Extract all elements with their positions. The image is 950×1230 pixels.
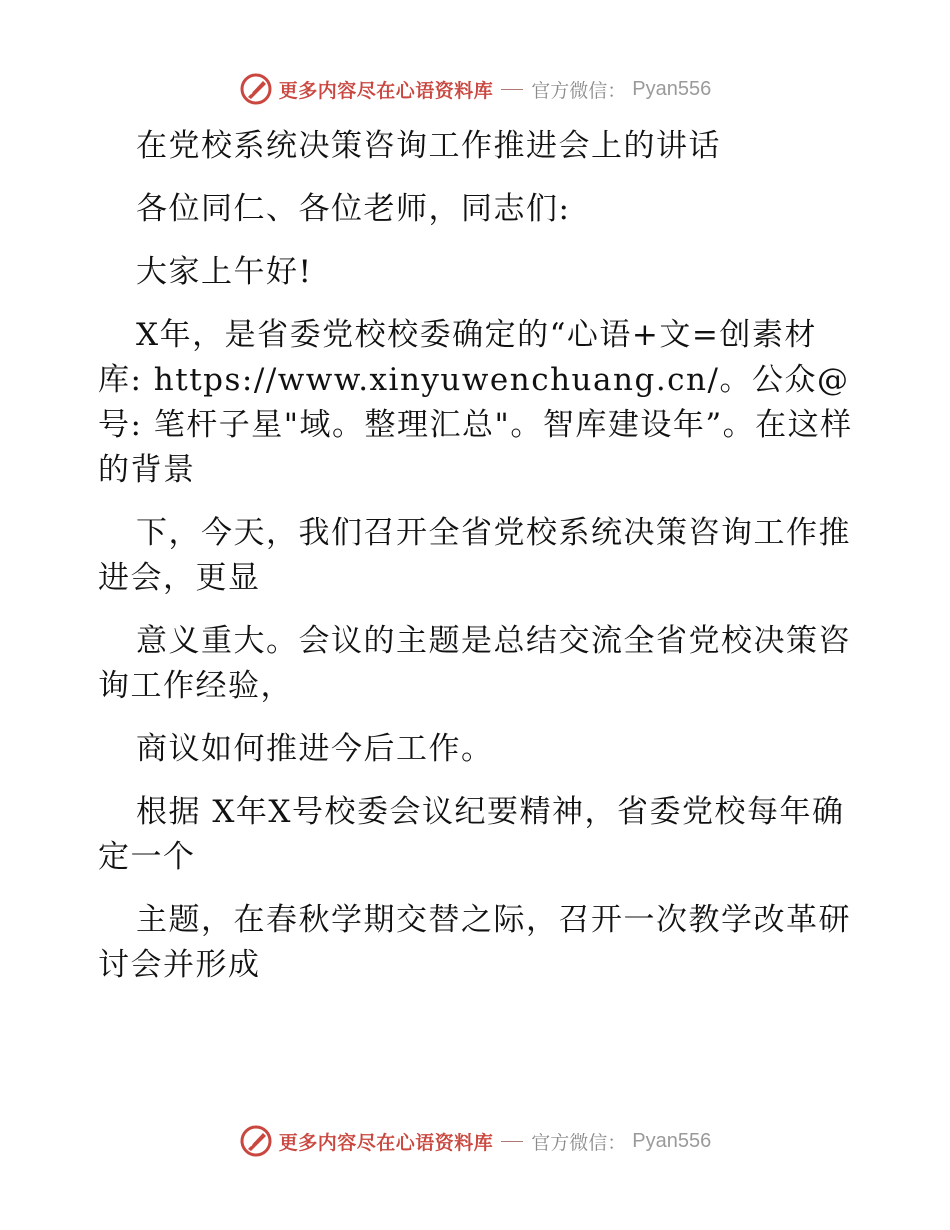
- watermark-main-text: 更多内容尽在心语资料库: [278, 79, 494, 102]
- salutation: 各位同仁、各位老师，同志们:: [136, 191, 571, 227]
- watermark-main-text: 更多内容尽在心语资料库: [278, 1131, 494, 1154]
- greeting: 大家上午好!: [136, 254, 313, 290]
- body-paragraph: 下，今天，我们召开全省党校系统决策咨询工作推进会，更显: [98, 515, 851, 596]
- watermark-wechat-id: Pyan556: [632, 77, 712, 100]
- watermark-separator: [501, 1141, 523, 1142]
- watermark-banner-bottom: [0, 1124, 950, 1158]
- document-title: 在党校系统决策咨询工作推进会上的讲话: [136, 128, 721, 164]
- body-paragraph: 根据 X年X号校委会议纪要精神，省委党校每年确定一个: [98, 794, 845, 875]
- watermark-official-label: 官方微信：: [531, 1131, 627, 1154]
- watermark-banner-top: [0, 72, 950, 106]
- body-paragraph: 主题，在春秋学期交替之际，召开一次教学改革研讨会并形成: [98, 902, 851, 983]
- watermark-official-label: 官方微信：: [531, 79, 627, 102]
- body-paragraph: 商议如何推进今后工作。: [136, 731, 494, 767]
- document-body: [98, 124, 858, 988]
- watermark-wechat-id: Pyan556: [632, 1129, 712, 1152]
- body-paragraph: 意义重大。会议的主题是总结交流全省党校决策咨询工作经验，: [98, 623, 851, 704]
- quill-logo-icon: [239, 1124, 273, 1158]
- body-paragraph: X年，是省委党校校委确定的“心语+文=创素材库: https://www.xinyuwenchuang.cn/。公众@号: 笔杆子星"域。整理汇总"。智库建设年”。在这样的背景: [98, 317, 853, 488]
- quill-logo-icon: [239, 72, 273, 106]
- watermark-separator: [501, 89, 523, 90]
